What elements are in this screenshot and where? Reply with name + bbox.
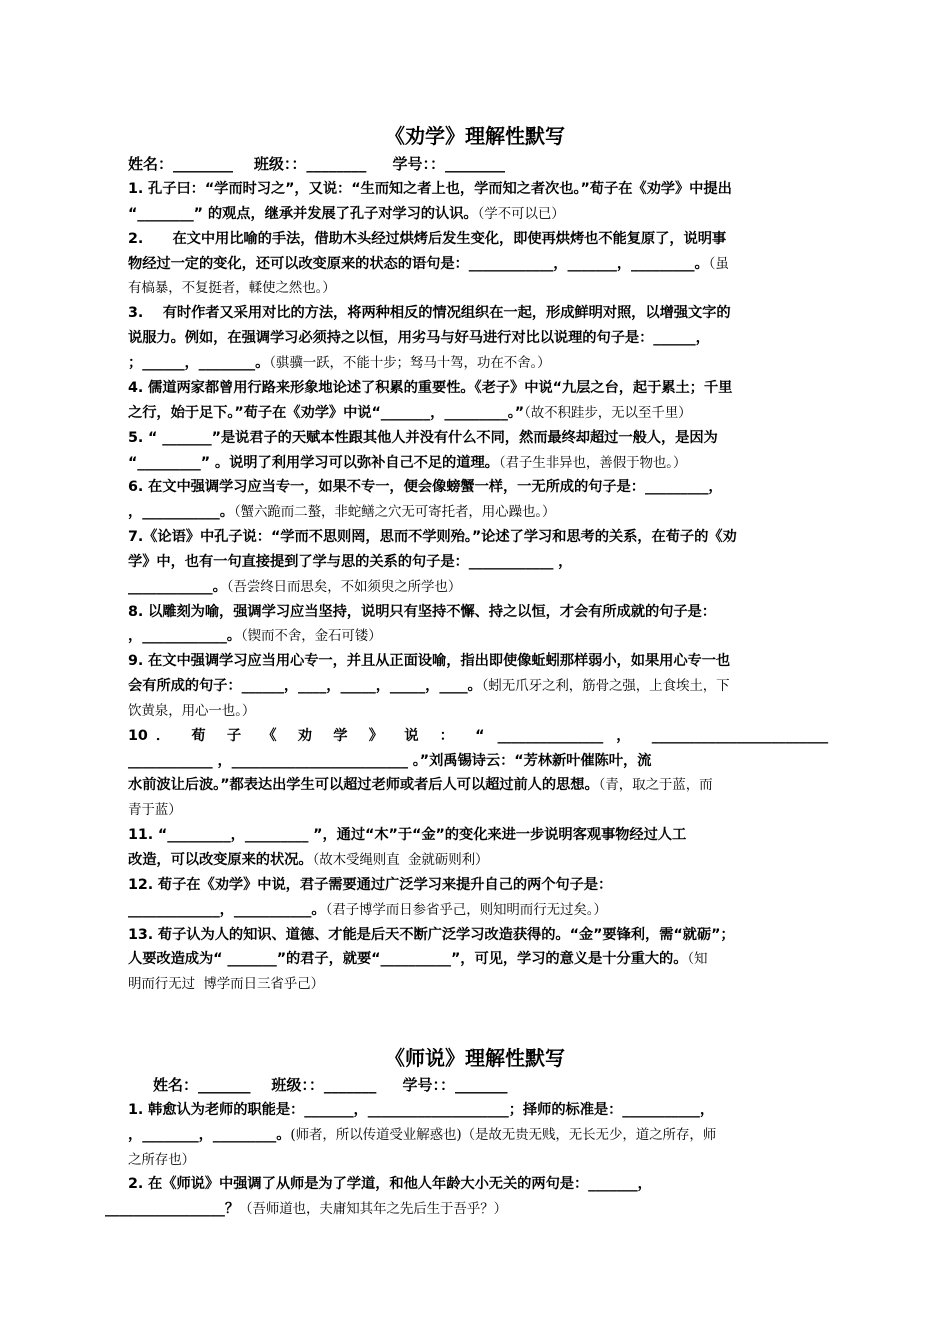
s2-q1-line-1	[128, 1097, 828, 1123]
q-text: 13. 荀子认为人的知识、道德、才能是后天不断广泛学习改造获得的。“金”要锋利，需“就砺”；	[128, 927, 735, 943]
answer-hint: （故不积跬步，无以至千里）	[524, 405, 692, 421]
answer-hint: （青，取之于蓝，而	[598, 777, 713, 793]
q10-line-3	[128, 772, 828, 798]
answer-hint: （知	[687, 951, 708, 967]
s2-q1-line-2	[128, 1122, 828, 1148]
answer-hint: （学不可以已）	[477, 206, 565, 222]
answer-hint: (师者，所以传道受业解惑也)（是故无贵无贱，无长无少，道之所存，师	[290, 1127, 717, 1143]
q7-line-1	[128, 524, 828, 550]
q-text: ____________。	[128, 579, 227, 595]
q10-line-2	[128, 748, 828, 774]
q13-line-3	[128, 971, 828, 997]
q-text: ，____________。	[128, 628, 241, 644]
q8-line-1	[128, 599, 828, 625]
q-text: 改造，可以改变原来的状况。	[128, 852, 313, 868]
q13-line-1	[128, 922, 828, 948]
q3-line-2	[128, 325, 828, 351]
q11-line-1	[128, 822, 828, 848]
q-text: 7.《论语》中孔子说：“学而不思则罔，思而不学则殆。”论述了学习和思考的关系，在荀子的《劝	[128, 529, 737, 545]
q12-line-1	[128, 872, 828, 898]
q2-line-1	[128, 226, 828, 252]
q3-line-3	[128, 350, 828, 376]
q-text: 说服力。例如，在强调学习必须持之以恒，用劣马与好马进行对比以说理的句子是：______，	[128, 330, 710, 346]
q-text: _____________，___________。	[128, 902, 326, 918]
q9-line-3	[128, 698, 828, 724]
s2-q2-line-2	[105, 1196, 805, 1222]
q5-line-2	[128, 450, 828, 476]
answer-hint: （锲而不舍，金石可镂）	[240, 628, 382, 644]
q2-line-3	[128, 275, 828, 301]
section-title-shishuo: 《师说》理解性默写	[385, 1046, 565, 1070]
q-text: 水前波让后波。”都表达出学生可以超过老师或者后人可以超过前人的思想。	[128, 777, 599, 793]
answer-hint: （故木受绳则直 金就砺则利）	[312, 852, 489, 868]
q-text: 11. “_________，_________ ”，通过“木”于“金”的变化来进一步说明客观事物经过人工	[128, 827, 687, 843]
q-text: 8. 以雕刻为喻，强调学习应当坚持，说明只有坚持不懈、持之以恒，才会有所成就的句子是：	[128, 604, 716, 620]
q10-line-1	[128, 723, 828, 749]
answer-hint: （君子生非异也，善假于物也。）	[498, 455, 687, 471]
q-text: 3. 有时作者又采用对比的方法，将两种相反的情况组织在一起，形成鲜明对照，以增强文字的	[128, 305, 731, 321]
q1-line-1	[128, 176, 828, 202]
q9-line-1	[128, 648, 828, 674]
q7-line-2	[128, 549, 828, 575]
q-text: 4. 儒道两家都曾用行路来形象地论述了积累的重要性。《老子》中说“九层之台，起于累土；千里	[128, 380, 733, 396]
q-text: “________” 的观点，继承并发展了孔子对学习的认识。	[128, 206, 478, 222]
q-text: ____________ ，_________________________ 。”刘禹锡诗云：“芳林新叶催陈叶，流	[128, 753, 652, 769]
q-text: 12. 荀子在《劝学》中说，君子需要通过广泛学习来提升自己的两个句子是：	[128, 877, 613, 893]
q5-line-1	[128, 425, 828, 451]
q3-line-1	[128, 300, 828, 326]
q10-line-4	[128, 797, 828, 823]
q-text: 9. 在文中强调学习应当用心专一，并且从正面设喻，指出即使像蚯蚓那样弱小，如果用心专一也	[128, 653, 731, 669]
answer-hint: （君子博学而日参省乎己，则知明而行无过矣。）	[325, 902, 607, 918]
answer-hint: 饮黄泉，用心一也。）	[128, 703, 256, 719]
q-text: 10． 荀 子 《 劝 学 》 说 ： “ _______________ ， _________________________	[128, 728, 828, 744]
answer-hint: （骐骥一跃，不能十步；驽马十驾，功在不舍。）	[269, 355, 551, 371]
q-text: 2. 在《师说》中强调了从师是为了学道，和他人年龄大小无关的两句是：_______，	[128, 1176, 652, 1192]
answer-hint: （蟹六跪而二螯，非蛇鳝之穴无可寄托者，用心躁也。）	[233, 504, 556, 520]
student-info-row: 姓名：________ 班级：：________ 学号：：________	[128, 155, 506, 173]
q-text: 2. 在文中用比喻的手法，借助木头经过烘烤后发生变化，即使再烘烤也不能复原了，说明事	[128, 231, 727, 247]
answer-hint: （吾尝终日而思矣，不如须臾之所学也）	[226, 579, 462, 595]
q-text: _________________？	[105, 1201, 240, 1217]
q11-line-2	[128, 847, 828, 873]
q9-line-2	[128, 673, 828, 699]
s2-q1-line-3	[128, 1147, 828, 1173]
q8-line-2	[128, 623, 828, 649]
q-text: 6. 在文中强调学习应当专一，如果不专一，便会像螃蟹一样，一无所成的句子是：_________，	[128, 479, 723, 495]
q4-line-2	[128, 400, 828, 426]
q-text: 人要改造成为“ _______”的君子，就要“__________”，可见，学习的意义是十分重大的。	[128, 951, 688, 967]
answer-hint: （虽	[708, 256, 729, 272]
answer-hint: 青于蓝）	[128, 802, 182, 818]
q-text: 1. 韩愈认为老师的职能是：_______，____________________；择师的标准是：___________，	[128, 1102, 715, 1118]
s2-q2-line-1	[128, 1171, 828, 1197]
q-text: 5. “ _______”是说君子的天赋本性跟其他人并没有什么不同，然而最终却超过一般人，是因为	[128, 430, 718, 446]
student-info-row-2: 姓名：_______ 班级：：_______ 学号：：_______	[153, 1076, 508, 1094]
q-text: 学》中，也有一句直接提到了学与思的关系的句子是：____________ ，	[128, 554, 573, 570]
q-text: ；______，________。	[128, 355, 270, 371]
q-text: 1. 孔子曰：“学而时习之”，又说：“生而知之者上也，学而知之者次也。”荀子在《劝学》中提出	[128, 181, 732, 197]
q4-line-1	[128, 375, 828, 401]
q7-line-3	[128, 574, 828, 600]
q-text: ，___________。	[128, 504, 234, 520]
q-text: 之行，始于足下。”荀子在《劝学》中说“_______，_________。”	[128, 405, 525, 421]
q-text: ，________，_________。	[128, 1127, 291, 1143]
q1-line-2	[128, 201, 828, 227]
q13-line-2	[128, 946, 828, 972]
answer-hint: 之所存也）	[128, 1152, 195, 1168]
answer-hint: 明而行无过 博学而日三省乎己）	[128, 976, 324, 992]
q6-line-1	[128, 474, 828, 500]
section-title-quanxue: 《劝学》理解性默写	[385, 124, 565, 148]
q2-line-2	[128, 251, 828, 277]
answer-hint: 有槁暴，不复挺者，輮使之然也。）	[128, 280, 336, 296]
q-text: 会有所成的句子：______，____，_____，_____，____。	[128, 678, 482, 694]
q-text: “_________” 。说明了利用学习可以弥补自己不足的道理。	[128, 455, 499, 471]
q6-line-2	[128, 499, 828, 525]
answer-hint: （吾师道也，夫庸知其年之先后生于吾乎？）	[239, 1201, 508, 1217]
q-text: 物经过一定的变化，还可以改变原来的状态的语句是：____________，_______，_________。	[128, 256, 709, 272]
answer-hint: （蚓无爪牙之利，筋骨之强，上食埃土，下	[481, 678, 730, 694]
q12-line-2	[128, 897, 828, 923]
